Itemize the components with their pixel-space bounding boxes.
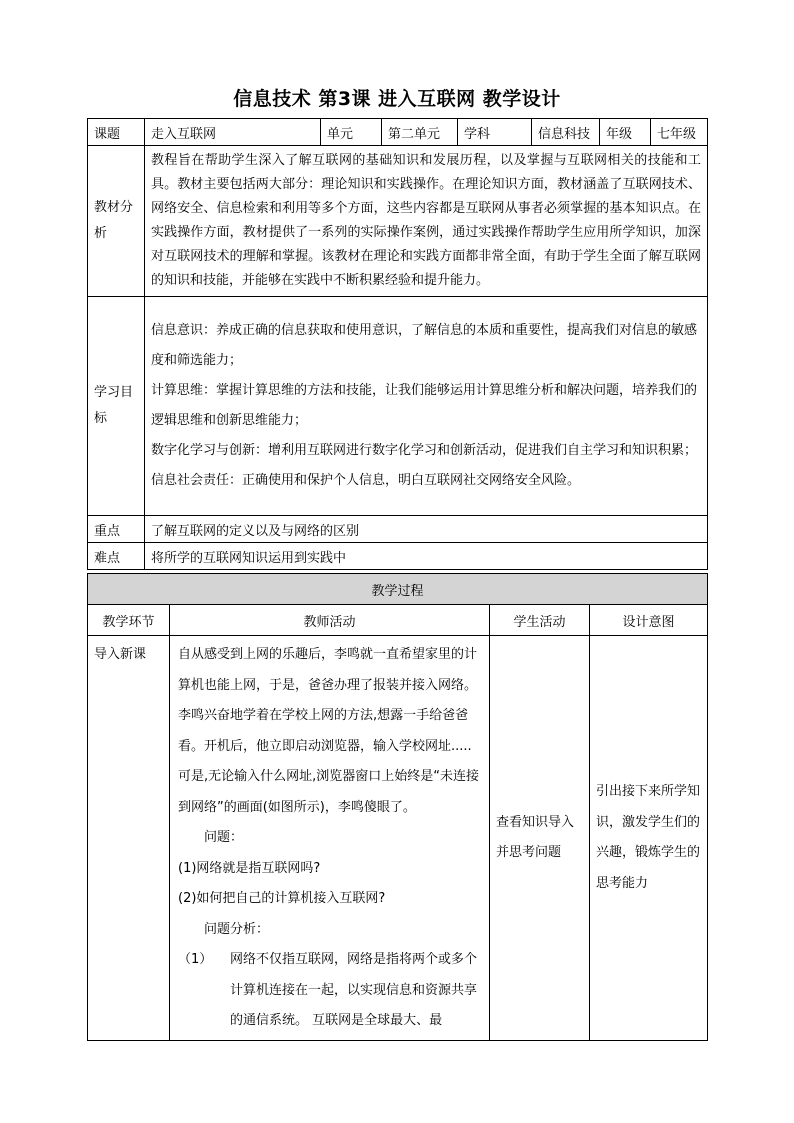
goals-row bbox=[88, 297, 708, 516]
key-point-value: 了解互联网的定义以及与网络的区别 bbox=[145, 516, 708, 543]
process-table bbox=[87, 573, 708, 1041]
header-teacher: 教师活动 bbox=[170, 605, 490, 636]
analysis-text: 教程旨在帮助学生深入了解互联网的基础知识和发展历程，以及掌握与互联网相关的技能和工具。教材主要包括两大部分：理论知识和实践操作。在理论知识方面，教材涵盖了互联网技术、网络安全、信息检索和利用等多个方面，这些内容都是互联网从事者必须掌握的基本知识点。在实践操作方面，教材提供了一系列的实际操作案例，通过实践操作帮助学生应用所学知识，加深对互联网技术的理解和掌握。该教材在理论和实践方面都非常全面，有助于学生全面了解互联网的知识和技能，并能够在实践中不断积累经验和提升能力。 bbox=[145, 146, 708, 297]
process-title-row bbox=[88, 574, 708, 605]
answer-1-number: （1） bbox=[178, 952, 213, 967]
difficulty-row bbox=[88, 543, 708, 570]
header-stage: 教学环节 bbox=[88, 605, 170, 636]
subject-label: 学科 bbox=[458, 119, 532, 146]
grade-value: 七年级 bbox=[651, 119, 708, 146]
question-analysis-label: 问题分析： bbox=[204, 921, 270, 937]
header-student: 学生活动 bbox=[490, 605, 590, 636]
process-title: 教学过程 bbox=[88, 574, 708, 605]
course-value: 走入互联网 bbox=[145, 119, 321, 146]
stage-cell: 导入新课 bbox=[88, 636, 170, 1041]
question-2: (2)如何把自己的计算机接入互联网? bbox=[178, 891, 386, 906]
lesson-info-table bbox=[87, 118, 708, 570]
goal-item: 计算思维：掌握计算思维的方法和技能，让我们能够运用计算思维分析和解决问题，培养我们的逻辑思维和创新思维能力； bbox=[151, 383, 698, 428]
process-header-row bbox=[88, 605, 708, 636]
student-activity: 查看知识导入并思考问题 bbox=[490, 636, 590, 1041]
question-1: (1)网络就是指互联网吗? bbox=[178, 860, 321, 876]
design-intent: 引出接下来所学知识，激发学生们的兴趣，锻炼学生的思考能力 bbox=[590, 636, 708, 1041]
unit-label: 单元 bbox=[321, 119, 382, 146]
course-label: 课题 bbox=[88, 119, 145, 146]
key-point-label: 重点 bbox=[88, 516, 145, 543]
answer-1-text: 网络不仅指互联网，网络是指将两个或多个计算机连接在一起，以实现信息和资源共享的通信系统。 互联网是全球最大、最 bbox=[230, 952, 478, 1028]
goal-item: 信息意识：养成正确的信息获取和使用意识，了解信息的本质和重要性，提高我们对信息的敏感度和筛选能力； bbox=[151, 323, 698, 368]
analysis-row bbox=[88, 146, 708, 297]
goals-text bbox=[145, 297, 708, 516]
question-label-line bbox=[178, 823, 483, 854]
process-row bbox=[88, 636, 708, 1041]
subject-value: 信息科技 bbox=[532, 119, 600, 146]
goals-label: 学习目标 bbox=[88, 297, 145, 516]
analysis-label: 教材分析 bbox=[88, 146, 145, 297]
info-row bbox=[88, 119, 708, 146]
unit-value: 第二单元 bbox=[382, 119, 458, 146]
goal-item: 数字化学习与创新：增利用互联网进行数字化学习和创新活动，促进我们自主学习和知识积累； bbox=[151, 443, 698, 458]
key-point-row bbox=[88, 516, 708, 543]
header-intent: 设计意图 bbox=[590, 605, 708, 636]
answer-1 bbox=[178, 945, 483, 1037]
question-label: 问题： bbox=[204, 830, 244, 845]
teacher-story: 自从感受到上网的乐趣后，李鸣就一直希望家里的计算机也能上网，于是，爸爸办理了报装并接入网络。李鸣兴奋地学着在学校上网的方法,想露一手给爸爸看。开机后，他立即启动浏览器，输入学校网址.....可是,无论输入什么网址,浏览器窗口上始终是“未连接到网络”的画面(如图所示)，李鸣傻眼了。 bbox=[178, 647, 479, 815]
page-title: 信息技术 第3课 进入互联网 教学设计 bbox=[233, 88, 561, 110]
difficulty-value: 将所学的互联网知识运用到实践中 bbox=[145, 543, 708, 570]
grade-label: 年级 bbox=[600, 119, 651, 146]
goal-item: 信息社会责任：正确使用和保护个人信息，明白互联网社交网络安全风险。 bbox=[151, 473, 581, 488]
difficulty-label: 难点 bbox=[88, 543, 145, 570]
teacher-activity bbox=[170, 636, 490, 1041]
analysis-label-line bbox=[178, 915, 483, 946]
